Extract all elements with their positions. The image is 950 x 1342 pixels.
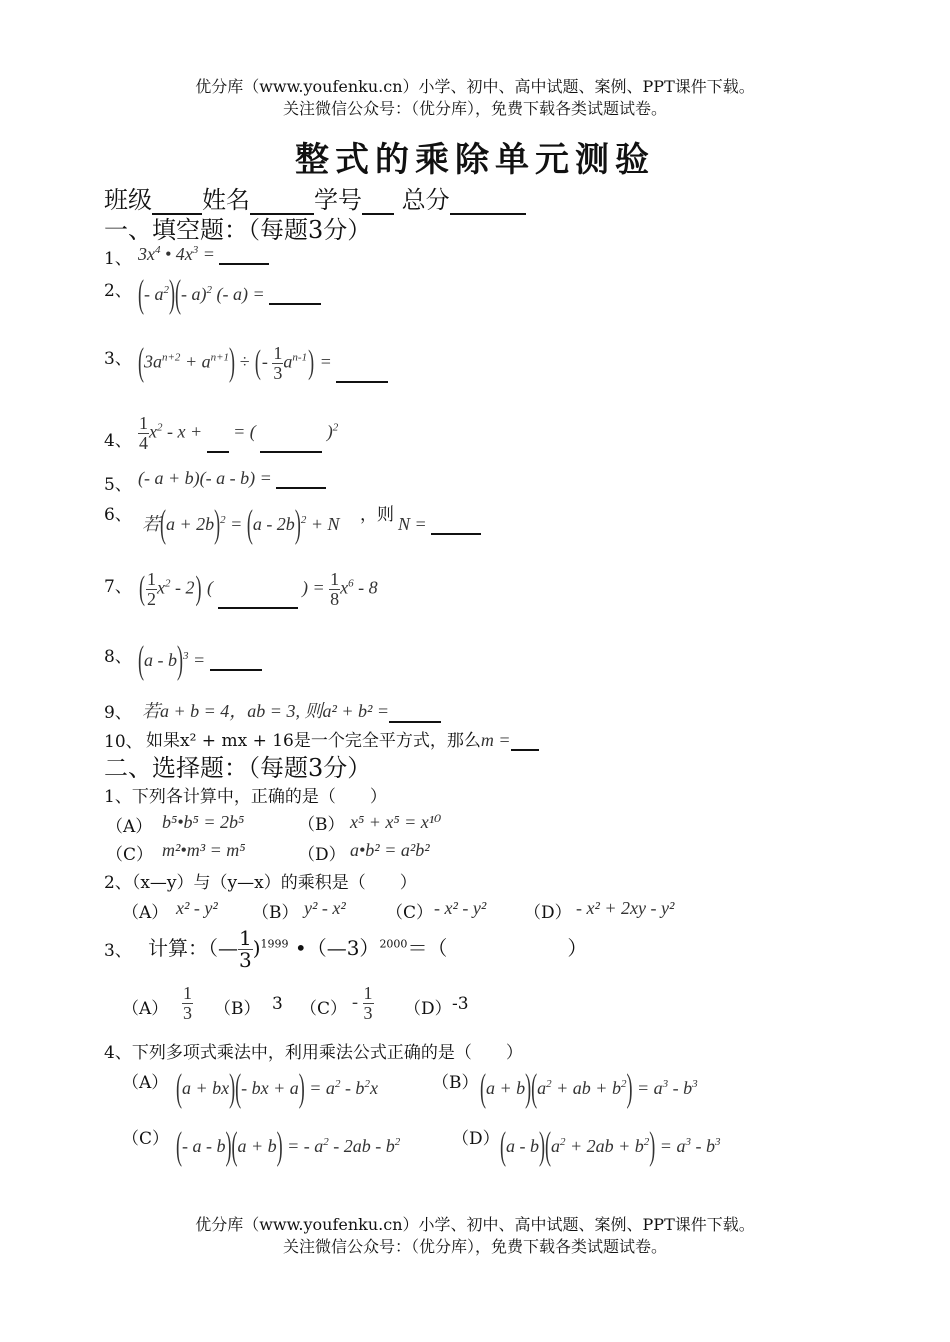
q7-number: 7、 — [104, 577, 132, 597]
q1-answer-blank[interactable] — [219, 262, 269, 265]
q1-expression: $3x^4$ • $4x^3$ = — [138, 244, 269, 265]
q9-answer-blank[interactable] — [389, 720, 441, 723]
mc1-c-label[interactable]: （C） — [106, 845, 154, 865]
mc2-b-option[interactable]: y² - x² — [304, 898, 346, 918]
q10-text-b: m = — [480, 730, 511, 750]
header-line-2: 关注微信公众号：（优分库），免费下载各类试题试卷。 — [282, 99, 667, 118]
mc2-b-label[interactable]: （B） — [252, 903, 299, 923]
mc3-exp2: 2000 — [379, 937, 408, 951]
q10-text-a: 如果x² + mx + 16是一个完全平方式，那么 — [146, 731, 481, 751]
mc1-a-label[interactable]: （A） — [106, 817, 153, 837]
mc3-c-label[interactable]: （C） — [300, 999, 348, 1019]
mc2-c-option[interactable]: - x² - y² — [434, 898, 487, 918]
footer-line-1: 优分库（www.youfenku.cn）小学、初中、高中试题、案例、PPT课件下载。 — [195, 1215, 755, 1234]
q6-answer-blank[interactable] — [431, 532, 481, 535]
mc2-d-option[interactable]: - x² + 2xy - y² — [576, 898, 675, 918]
mc3-a-label[interactable]: （A） — [122, 999, 169, 1019]
mc4-c-label[interactable]: （C） — [122, 1129, 170, 1149]
score-label: 总分 — [401, 186, 450, 214]
mc1-b-label[interactable]: （B） — [298, 815, 345, 835]
q4-expression: $\frac{1}{4}$ $x^2$ - x + = ( )$^2$ — [139, 413, 339, 453]
mc4-d-label[interactable]: （D） — [452, 1129, 500, 1149]
q9-expression — [142, 697, 441, 723]
mc3-d-label[interactable]: （D） — [404, 999, 452, 1019]
name-label: 姓名 — [202, 186, 250, 214]
q6-number: 6、 — [104, 505, 132, 525]
mc4-a-label[interactable]: （A） — [122, 1073, 169, 1093]
q4-blank-2[interactable] — [260, 450, 322, 453]
mc1-b-option[interactable]: x⁵ + x⁵ = x¹⁰ — [350, 812, 442, 832]
mc1-d-option[interactable]: a•b² = a²b² — [350, 840, 430, 860]
mc2-d-label[interactable]: （D） — [524, 903, 572, 923]
mc3-d-option[interactable]: -3 — [452, 994, 469, 1014]
q3-number: 3、 — [104, 349, 132, 369]
q5-answer-blank[interactable] — [276, 486, 326, 489]
q3-answer-blank[interactable] — [336, 380, 388, 383]
q7-expression: ( $\frac{1}{2}$ $x^2 - 2$) ( ) = $\frac{1}{8}$ $x^6 - 8$ — [139, 568, 378, 609]
mc3-a-option[interactable]: $\frac{1}{3}$ — [183, 983, 192, 1023]
q10-answer-blank[interactable] — [511, 748, 539, 751]
mc2-c-label[interactable]: （C） — [386, 903, 434, 923]
mc1-c-option[interactable]: m²•m³ = m⁵ — [162, 840, 246, 860]
q6-if: 若 — [142, 514, 160, 534]
q8-answer-blank[interactable] — [210, 668, 262, 671]
q2-expression: (- $a^2)(-$ a)$^2$ (- a) = — [138, 284, 321, 305]
q10-number: 10、 — [104, 732, 143, 752]
q4-number: 4、 — [104, 431, 132, 451]
score-blank[interactable] — [450, 212, 526, 215]
footer-line-2: 关注微信公众号：（优分库），免费下载各类试题试卷。 — [282, 1237, 667, 1256]
q3-expression: $(3a^{n+2} + a^{n+1})$ ÷ (- $\frac{1}{3}$ $a^{n-1}$) = — [138, 344, 388, 383]
q2-number: 2、 — [104, 281, 132, 301]
mc3-b-label[interactable]: （B） — [214, 999, 261, 1019]
q5-expression: (- a + b)(- a - b) = — [138, 468, 326, 489]
mc4-b-label[interactable]: （B） — [432, 1073, 479, 1093]
mc4-stem: 4、下列多项式乘法中，利用乘法公式正确的是（ ） — [104, 1043, 523, 1063]
mc3-expression: 计算：（— $\frac{1}{3}$ )$^{1999}$ •（—3）$^{2000}$＝（ ） — [148, 926, 588, 972]
mc4-c-option[interactable]: (- a - b)(a + b) = - $a^2 - 2ab - b^2$ — [176, 1123, 401, 1168]
mc3-number: 3、 — [104, 941, 132, 961]
mc1-a-option[interactable]: b⁵•b⁵ = 2b⁵ — [162, 812, 245, 832]
q9-text: 若a + b = 4，ab = 3, 则a² + b² = — [142, 701, 390, 721]
mc3-c-option[interactable]: - $\frac{1}{3}$ — [352, 983, 373, 1023]
page-title: 整式的乘除单元测验 — [295, 140, 655, 180]
mc2-a-option[interactable]: x² - y² — [176, 898, 218, 918]
mc3-dot: •（—3） — [294, 936, 380, 960]
mc4-a-option[interactable]: (a + bx)(- bx + $a) = a^2 - b^2x$ — [176, 1065, 378, 1110]
q9-number: 9、 — [104, 703, 132, 723]
mc1-d-label[interactable]: （D） — [298, 845, 346, 865]
mc3-calc: 计算：（— — [148, 936, 238, 960]
q8-expression: (a - b)$^3$ = — [138, 650, 262, 671]
mc3-eq: ＝（ ） — [407, 936, 588, 960]
id-label: 学号 — [314, 186, 362, 214]
header-line-1: 优分库（www.youfenku.cn）小学、初中、高中试题、案例、PPT课件下载。 — [195, 77, 755, 96]
section1-heading: 一、填空题：（每题3分） — [104, 216, 372, 244]
mc4-d-option[interactable]: $(a - b)(a^2 + 2ab + b^2) = a^3 - b^3$ — [500, 1123, 721, 1168]
q1-number: 1、 — [104, 249, 132, 269]
q8-number: 8、 — [104, 647, 132, 667]
q5-number: 5、 — [104, 475, 132, 495]
q6-answer: N = — [398, 514, 481, 535]
class-label: 班级 — [104, 186, 152, 214]
q6-then: ，则 — [360, 505, 394, 525]
section2-heading: 二、选择题：（每题3分） — [104, 754, 372, 782]
q7-answer-blank[interactable] — [218, 606, 298, 609]
mc3-b-option[interactable]: 3 — [272, 994, 283, 1014]
mc1-stem: 1、下列各计算中，正确的是（ ） — [104, 787, 387, 807]
mc2-stem: 2、（x—y）与（y—x）的乘积是（ ） — [104, 873, 417, 893]
q4-blank-1[interactable] — [207, 450, 229, 453]
mc3-fraction: $\frac{1}{3}$ — [239, 926, 252, 972]
mc4-b-option[interactable]: $(a + b)(a^2$ + ab + $b^2) = a^3 - b^3$ — [480, 1065, 698, 1110]
mc3-exp1: 1999 — [260, 937, 289, 951]
q6-expression: 若$(a + 2b)^2 = (a - 2b)^2 + N$ — [142, 501, 340, 546]
mc2-a-label[interactable]: （A） — [122, 903, 169, 923]
q2-answer-blank[interactable] — [269, 302, 321, 305]
